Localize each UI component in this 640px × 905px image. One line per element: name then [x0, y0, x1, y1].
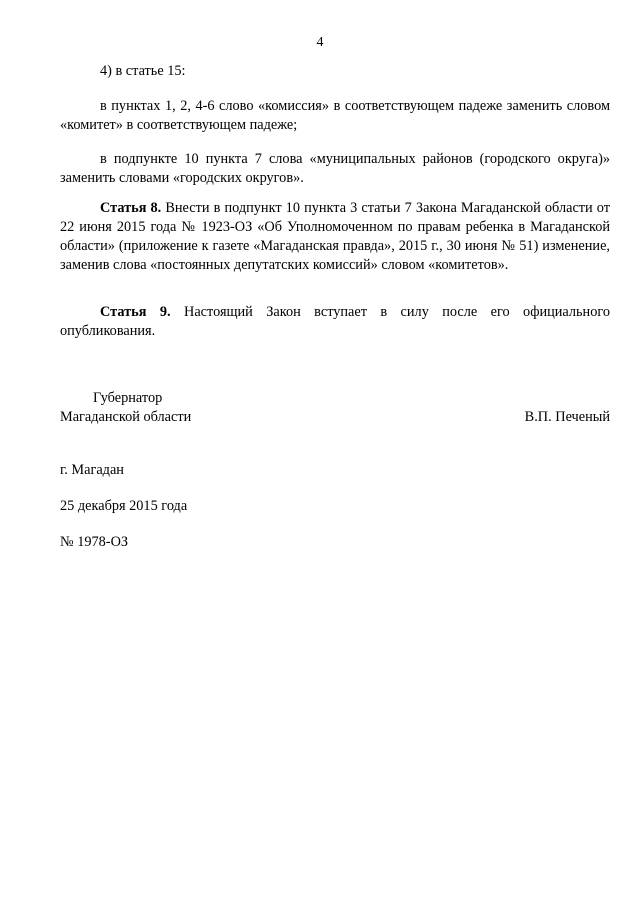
- article-8-text: Внести в подпункт 10 пункта 3 статьи 7 Закона Магаданской области от 22 июня 2015 года № 1923-ОЗ «Об Уполномоченном по правам ребенка в Магаданской области» (приложение к газете «Магаданская правда», 2015 г., 30 июня № 51) изменение, заменив слова «постоянных депутатских комиссий» словом «комитетов».: [60, 200, 610, 273]
- amendment-paragraph-1: в пунктах 1, 2, 4-6 слово «комиссия» в соответствующем падеже заменить словом «комитет» в соответствующем падеже;: [60, 98, 610, 133]
- article-9: [60, 303, 610, 341]
- page-number: 4: [316, 35, 324, 50]
- signatory-region: Магаданской области: [60, 409, 192, 425]
- signature-block: [60, 389, 610, 427]
- article-8: [60, 199, 610, 275]
- item-4-heading: 4) в статье 15:: [100, 63, 186, 79]
- law-number: № 1978-ОЗ: [60, 534, 129, 550]
- place-of-signing: г. Магадан: [60, 462, 124, 478]
- signatory-name: В.П. Печеный: [524, 409, 610, 425]
- signatory-title: Губернатор: [93, 390, 163, 406]
- article-9-label: Статья 9.: [100, 304, 171, 320]
- article-9-text: Настоящий Закон вступает в силу после его официального опубликования.: [60, 304, 611, 339]
- article-8-label: Статья 8.: [100, 200, 162, 216]
- signing-date: 25 декабря 2015 года: [60, 498, 188, 514]
- amendment-paragraph-2: в подпункте 10 пункта 7 слова «муниципальных районов (городского округа)» заменить словами «городских округов».: [60, 151, 610, 186]
